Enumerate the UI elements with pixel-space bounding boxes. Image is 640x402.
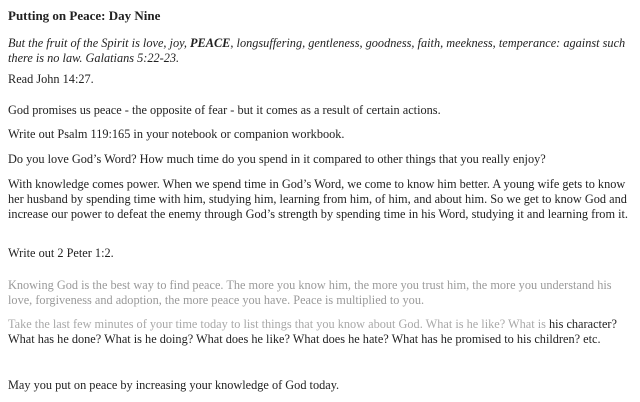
take-time-faded-text: Take the last few minutes of your time today to list things that you know about God. What is he like? What is — [8, 317, 546, 331]
closing-paragraph: May you put on peace by increasing your knowledge of God today. — [8, 378, 340, 392]
write-psalm-instruction: Write out Psalm 119:165 in your notebook or companion workbook. — [8, 127, 345, 141]
question-paragraph: Do you love God’s Word? How much time do you spend in it compared to other things that you really enjoy? — [8, 152, 546, 166]
take-time-text: his character? What has he done? What is he doing? What does he like? What does he hate? What has he promised to his children? etc. — [8, 317, 617, 346]
write-peter-instruction: Write out 2 Peter 1:2. — [8, 246, 114, 260]
scripture-verse — [8, 36, 634, 66]
knowing-god-paragraph: Knowing God is the best way to find peace. The more you know him, the more you trust him, the more you understand his love, forgiveness and adoption, the more peace you have. Peace is multiplied to you. — [8, 278, 612, 307]
verse-text-end: , longsuffering, gentleness, goodness, faith, meekness, temperance: against such there is no law. Galatians 5:22-23. — [8, 36, 626, 65]
page-title: Putting on Peace: Day Nine — [8, 8, 161, 23]
promise-paragraph: God promises us peace - the opposite of fear - but it comes as a result of certain actions. — [8, 103, 441, 117]
verse-emphasis: PEACE — [190, 36, 231, 50]
take-time-paragraph — [8, 317, 634, 347]
verse-text-start: But the fruit of the Spirit is love, joy, — [8, 36, 191, 50]
read-instruction: Read John 14:27. — [8, 72, 94, 86]
knowledge-paragraph: With knowledge comes power. When we spend time in God’s Word, we come to know him better. A young wife gets to know her husband by spending time with him, studying him, learning from him, of him, and about him. So we get to know God and increase our power to defeat the enemy through God’s strength by spending time in his Word, studying it and learning from it. — [8, 177, 628, 221]
